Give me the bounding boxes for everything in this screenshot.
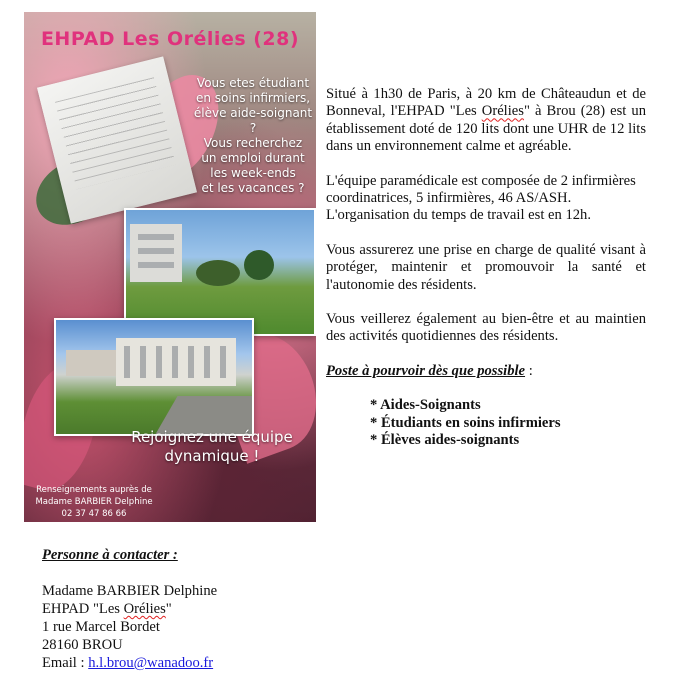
contact-street: 1 rue Marcel Bordet: [42, 619, 160, 635]
positions-list: [326, 397, 646, 450]
list-item: * Étudiants en soins infirmiers: [370, 414, 561, 431]
list-item: * Aides-Soignants: [370, 397, 481, 414]
building-photo-2: [54, 318, 254, 436]
quality-paragraph: Vous assurerez une prise en charge de qualité visant à protéger, maintenir et promouvoir la santé et l'autonomie des résidents.: [326, 241, 646, 293]
contact-heading: Personne à contacter :: [42, 547, 178, 563]
wellbeing-paragraph: Vous veillerez également au bien-être et au maintien des activités quotidiennes des résidents.: [326, 311, 646, 345]
contact-organization: EHPAD "Les Orélies": [42, 601, 172, 617]
contact-email-line: Email : h.l.brou@wanadoo.fr: [42, 655, 214, 671]
team-paragraph: L'équipe paramédicale est composée de 2 infirmières coordinatrices, 5 infirmières, 46 AS/ASH. L'organisation du temps de travail est en 12h.: [326, 172, 636, 224]
positions-heading: Poste à pourvoir dès que possible :: [326, 362, 533, 379]
contact-city: 28160 BROU: [42, 637, 123, 653]
poster-contact-info: Renseignements auprès de Madame BARBIER Delphine 02 37 47 86 66: [35, 485, 153, 519]
contact-block: [42, 546, 442, 672]
job-description: [326, 86, 646, 450]
poster-title: EHPAD Les Orélies (28): [40, 28, 300, 50]
poster-question: Vous etes étudiant en soins infirmiers, élève aide-soignant ? Vous recherchez un emploi durant les week-ends et les vacances ?: [193, 76, 313, 195]
building-photo-1: [124, 208, 316, 336]
email-link[interactable]: h.l.brou@wanadoo.fr: [88, 655, 214, 671]
recruitment-poster: [24, 12, 316, 522]
poster-call-to-action: Rejoignez une équipe dynamique !: [131, 428, 293, 465]
list-item: * Élèves aides-soignants: [370, 432, 520, 449]
contact-name: Madame BARBIER Delphine: [42, 583, 218, 599]
intro-paragraph: Situé à 1h30 de Paris, à 20 km de Châteaudun et de Bonneval, l'EHPAD "Les Orélies" à Brou (28) est un établissement doté de 120 lits dont une UHR de 12 lits dans un environnement calme et agréable.: [326, 86, 647, 155]
